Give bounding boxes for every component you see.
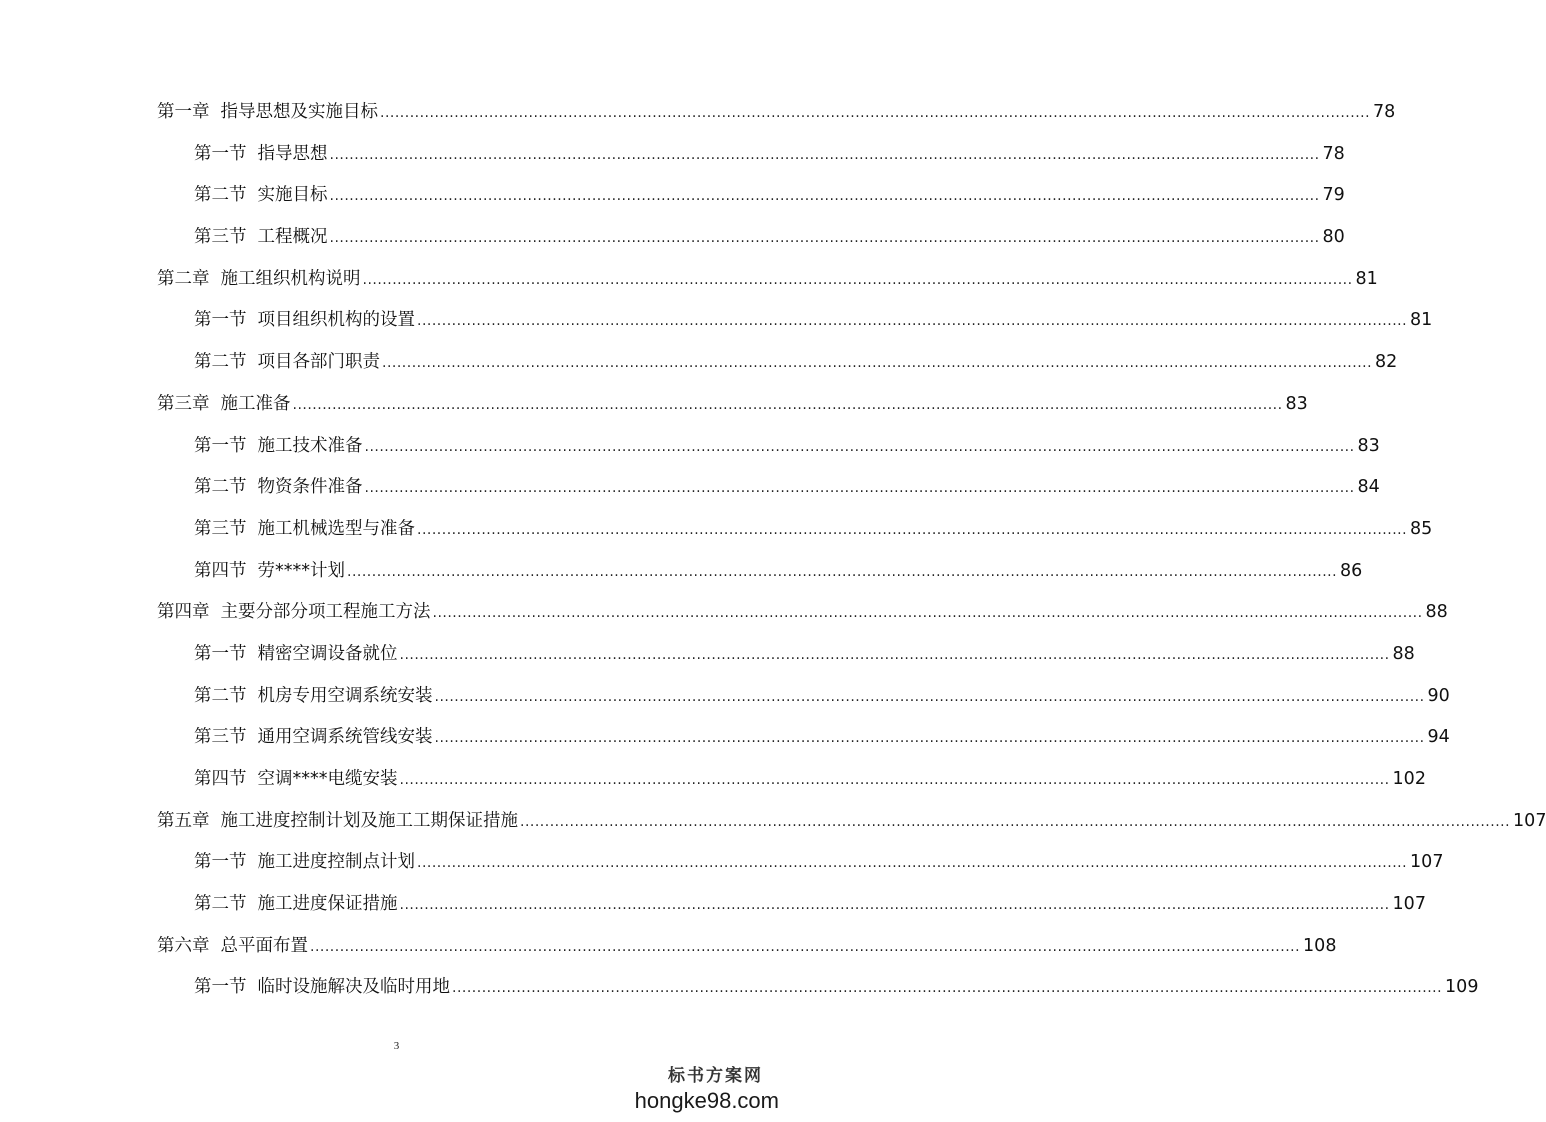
toc-dot-leader: ........................................................................................................................................................................................................ xyxy=(362,271,1353,288)
toc-section-entry[interactable] xyxy=(157,306,1433,348)
toc-dot-leader: ........................................................................................................................................................................................................ xyxy=(364,438,1355,455)
toc-entry-number: 第一节 xyxy=(194,852,247,873)
toc-entry-number: 第三章 xyxy=(157,393,210,414)
toc-entry-number: 第四章 xyxy=(157,602,210,623)
toc-entry-page: 78 xyxy=(1322,143,1345,164)
toc-entry-page: 83 xyxy=(1357,435,1380,456)
watermark-site-name: 标书方案网 xyxy=(668,1066,763,1086)
toc-entry-number: 第二节 xyxy=(194,352,247,373)
toc-entry-page: 82 xyxy=(1375,352,1398,373)
watermark xyxy=(635,1061,779,1114)
toc-entry-number: 第二节 xyxy=(194,477,247,498)
toc-entry-title: 施工组织机构说明 xyxy=(220,268,361,289)
toc-entry-title: 施工技术准备 xyxy=(257,435,363,456)
toc-dot-leader: ........................................................................................................................................................................................................ xyxy=(329,230,1320,247)
toc-chapter-entry[interactable] xyxy=(157,932,1337,974)
toc-dot-leader: ........................................................................................................................................................................................................ xyxy=(310,938,1301,955)
toc-entry-page: 79 xyxy=(1322,185,1345,206)
toc-entry-title: 项目组织机构的设置 xyxy=(257,310,415,331)
toc-section-entry[interactable] xyxy=(157,890,1426,932)
toc-entry-page: 81 xyxy=(1410,310,1433,331)
toc-entry-title: 施工机械选型与准备 xyxy=(257,518,415,539)
toc-entry-title: 施工进度控制点计划 xyxy=(257,852,415,873)
toc-section-entry[interactable] xyxy=(157,848,1444,890)
toc-entry-number: 第六章 xyxy=(157,935,210,956)
toc-entry-title: 施工准备 xyxy=(220,393,291,414)
toc-section-entry[interactable] xyxy=(157,640,1415,682)
toc-entry-number: 第二节 xyxy=(194,185,247,206)
toc-dot-leader: ........................................................................................................................................................................................................ xyxy=(399,646,1390,663)
toc-dot-leader: ........................................................................................................................................................................................................ xyxy=(329,146,1320,163)
toc-chapter-entry[interactable] xyxy=(157,390,1308,432)
toc-section-entry[interactable] xyxy=(157,432,1380,474)
toc-entry-title: 施工进度控制计划及施工工期保证措施 xyxy=(220,810,518,831)
toc-section-entry[interactable] xyxy=(157,223,1345,265)
toc-entry-page: 109 xyxy=(1445,977,1479,998)
toc-dot-leader: ........................................................................................................................................................................................................ xyxy=(292,396,1283,413)
toc-dot-leader: ........................................................................................................................................................................................................ xyxy=(417,313,1408,330)
toc-dot-leader: ........................................................................................................................................................................................................ xyxy=(432,605,1423,622)
toc-entry-number: 第四节 xyxy=(194,769,247,789)
toc-section-entry[interactable] xyxy=(157,515,1433,557)
toc-entry-number: 第二节 xyxy=(194,894,247,915)
toc-dot-leader: ........................................................................................................................................................................................................ xyxy=(434,730,1425,747)
toc-entry-number: 第一节 xyxy=(194,435,247,456)
toc-entry-page: 102 xyxy=(1392,769,1426,789)
toc-entry-number: 第三节 xyxy=(194,518,247,539)
toc-entry-title: 空调****电缆安装 xyxy=(257,769,398,789)
toc-entry-page: 107 xyxy=(1392,894,1426,915)
table-of-contents xyxy=(157,98,1546,1015)
toc-entry-number: 第四节 xyxy=(194,560,247,581)
toc-section-entry[interactable] xyxy=(157,348,1398,390)
toc-entry-page: 78 xyxy=(1373,102,1396,122)
toc-entry-title: 劳****计划 xyxy=(257,560,345,581)
toc-section-entry[interactable] xyxy=(157,473,1380,515)
toc-entry-title: 总平面布置 xyxy=(220,935,308,956)
toc-entry-number: 第二章 xyxy=(157,268,210,289)
toc-entry-title: 临时设施解决及临时用地 xyxy=(257,977,450,998)
toc-entry-number: 第一章 xyxy=(157,102,210,122)
toc-entry-page: 107 xyxy=(1513,810,1546,831)
toc-chapter-entry[interactable] xyxy=(157,98,1396,140)
toc-entry-title: 精密空调设备就位 xyxy=(257,643,398,664)
toc-entry-page: 84 xyxy=(1357,477,1380,498)
toc-entry-number: 第一节 xyxy=(194,143,247,164)
toc-dot-leader: ........................................................................................................................................................................................................ xyxy=(364,480,1355,497)
toc-dot-leader: ........................................................................................................................................................................................................ xyxy=(520,813,1511,830)
toc-entry-page: 86 xyxy=(1340,560,1363,581)
page-number: 3 xyxy=(393,1040,400,1052)
toc-entry-title: 实施目标 xyxy=(257,185,328,206)
toc-section-entry[interactable] xyxy=(157,557,1363,599)
toc-entry-number: 第一节 xyxy=(194,310,247,331)
toc-dot-leader: ........................................................................................................................................................................................................ xyxy=(399,772,1390,788)
toc-entry-number: 第二节 xyxy=(194,685,247,706)
toc-entry-page: 88 xyxy=(1425,602,1448,623)
toc-entry-page: 80 xyxy=(1322,227,1345,248)
toc-entry-number: 第三节 xyxy=(194,727,247,748)
toc-entry-title: 指导思想及实施目标 xyxy=(220,102,378,122)
toc-entry-title: 主要分部分项工程施工方法 xyxy=(220,602,431,623)
toc-entry-page: 85 xyxy=(1410,518,1433,539)
toc-dot-leader: ........................................................................................................................................................................................................ xyxy=(380,105,1371,121)
toc-entry-number: 第三节 xyxy=(194,227,247,248)
toc-entry-page: 94 xyxy=(1427,727,1450,748)
toc-entry-page: 108 xyxy=(1303,935,1337,956)
toc-entry-title: 通用空调系统管线安装 xyxy=(257,727,433,748)
toc-section-entry[interactable] xyxy=(157,682,1450,724)
toc-dot-leader: ........................................................................................................................................................................................................ xyxy=(347,563,1338,580)
toc-entry-number: 第一节 xyxy=(194,977,247,998)
toc-entry-page: 88 xyxy=(1392,643,1415,664)
toc-entry-title: 工程概况 xyxy=(257,227,328,248)
toc-entry-title: 指导思想 xyxy=(257,143,328,164)
toc-section-entry[interactable] xyxy=(157,765,1426,807)
toc-dot-leader: ........................................................................................................................................................................................................ xyxy=(329,188,1320,205)
toc-dot-leader: ........................................................................................................................................................................................................ xyxy=(434,688,1425,705)
toc-section-entry[interactable] xyxy=(157,181,1345,223)
toc-section-entry[interactable] xyxy=(157,723,1450,765)
toc-section-entry[interactable] xyxy=(157,973,1479,1015)
toc-chapter-entry[interactable] xyxy=(157,265,1378,307)
toc-entry-page: 81 xyxy=(1355,268,1378,289)
toc-entry-title: 机房专用空调系统安装 xyxy=(257,685,433,706)
toc-dot-leader: ........................................................................................................................................................................................................ xyxy=(399,897,1390,914)
toc-dot-leader: ........................................................................................................................................................................................................ xyxy=(417,855,1408,872)
toc-dot-leader: ........................................................................................................................................................................................................ xyxy=(382,355,1373,372)
toc-dot-leader: ........................................................................................................................................................................................................ xyxy=(452,980,1443,997)
watermark-url: hongke98.com xyxy=(634,1088,779,1113)
toc-dot-leader: ........................................................................................................................................................................................................ xyxy=(417,521,1408,538)
toc-entry-title: 物资条件准备 xyxy=(257,477,363,498)
toc-section-entry[interactable] xyxy=(157,140,1345,182)
toc-entry-number: 第五章 xyxy=(157,810,210,831)
toc-entry-number: 第一节 xyxy=(194,643,247,664)
toc-entry-page: 90 xyxy=(1427,685,1450,706)
toc-entry-title: 项目各部门职责 xyxy=(257,352,380,373)
toc-chapter-entry[interactable] xyxy=(157,598,1448,640)
toc-entry-page: 83 xyxy=(1285,393,1308,414)
toc-entry-title: 施工进度保证措施 xyxy=(257,894,398,915)
toc-chapter-entry[interactable] xyxy=(157,807,1546,849)
toc-entry-page: 107 xyxy=(1410,852,1444,873)
